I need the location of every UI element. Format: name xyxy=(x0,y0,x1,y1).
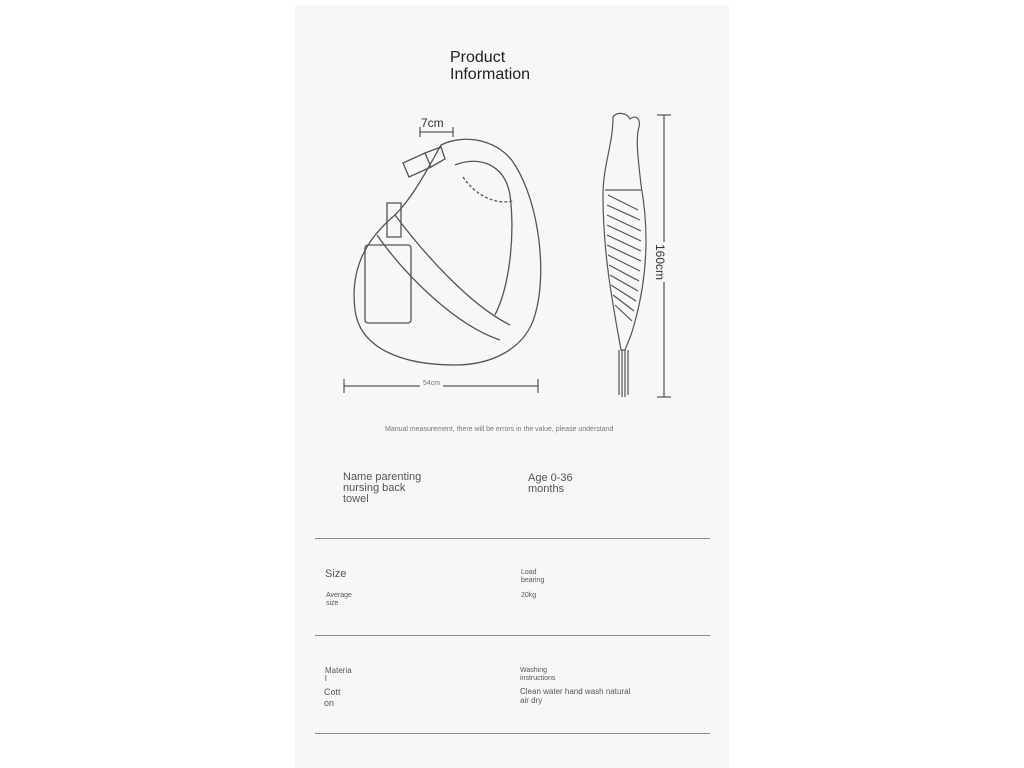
divider xyxy=(315,538,710,539)
length-label: 160cm xyxy=(653,243,668,281)
top-width-label: 7cm xyxy=(421,116,444,130)
sling-outline xyxy=(354,139,541,365)
measurement-note: Manual measurement, there will be errors in the value, please understand xyxy=(385,426,614,433)
material-value: Cott on xyxy=(324,687,341,708)
size-label: Size xyxy=(325,568,347,580)
divider xyxy=(315,635,710,636)
washing-value: Clean water hand wash natural air dry xyxy=(520,687,631,705)
load-label: Load bearing xyxy=(521,569,545,584)
load-value: 20kg xyxy=(521,592,537,599)
bottom-width-label: 54cm xyxy=(420,380,443,388)
sling-side-profile xyxy=(603,113,646,397)
material-label: Materia l xyxy=(325,666,352,683)
product-info-sheet xyxy=(295,5,729,768)
product-name: Name parenting nursing back towel xyxy=(343,471,422,505)
divider xyxy=(315,733,710,734)
page-title: Product Information xyxy=(450,49,531,83)
washing-label: Washing instructions xyxy=(520,667,556,682)
size-value: Average size xyxy=(326,592,352,607)
sling-dimension-diagram xyxy=(295,5,729,425)
age-range: Age 0-36 months xyxy=(528,472,573,495)
